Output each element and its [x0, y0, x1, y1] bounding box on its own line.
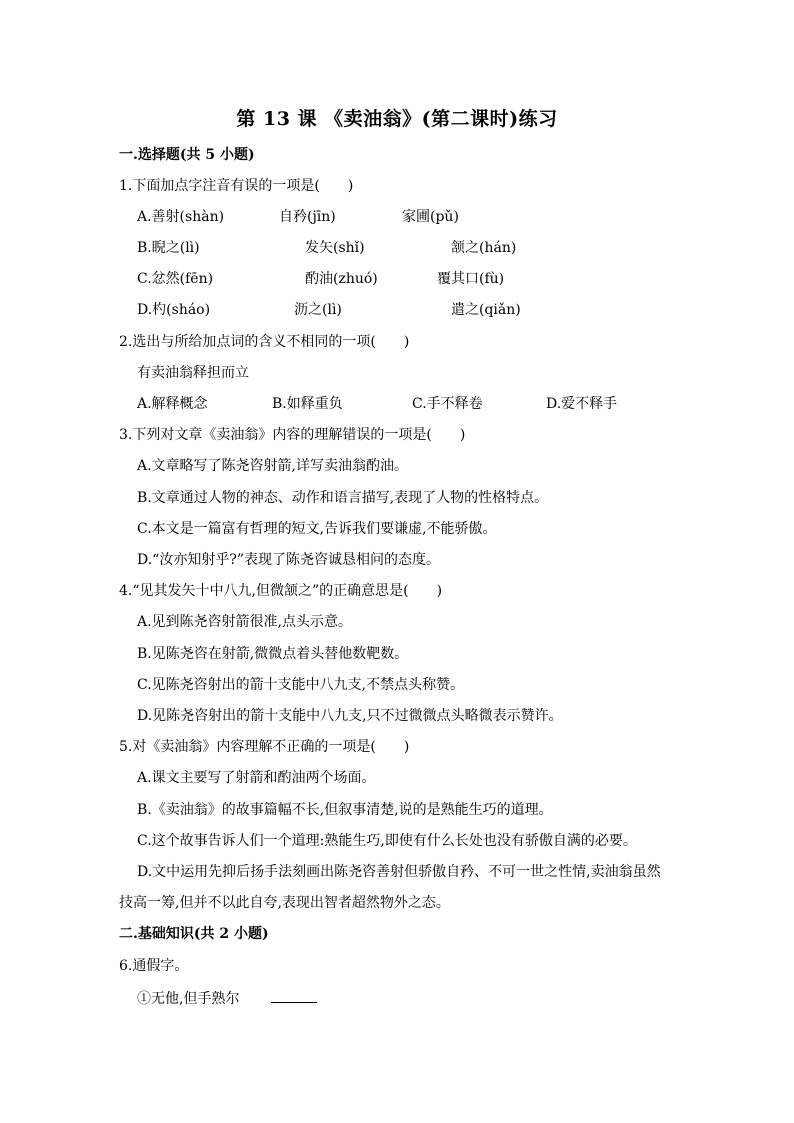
q3-option-a: A.文章略写了陈尧咨射箭,详写卖油翁酌油。 — [137, 458, 409, 474]
q1-option-d-2: 沥之(lì) — [294, 302, 342, 318]
q3-option-c: C.本文是一篇富有哲理的短文,告诉我们要谦虚,不能骄傲。 — [137, 521, 497, 537]
q6-item-1-text: ①无他,但手熟尔 — [137, 991, 240, 1007]
question-4-stem: 4.“见其发矢十中八九,但微颔之”的正确意思是( ) — [119, 583, 443, 599]
q1-option-c-1: C.忿然(fēn) — [137, 271, 214, 287]
q2-option-b: B.如释重负 — [272, 396, 343, 412]
q6-item-1 — [137, 988, 317, 1008]
q5-option-c: C.这个故事告诉人们一个道理:熟能生巧,即使有什么长处也没有骄傲自满的必要。 — [137, 833, 637, 849]
question-6-stem: 6.通假字。 — [119, 958, 189, 974]
q2-option-c: C.手不释卷 — [412, 396, 483, 412]
question-3-stem: 3.下列对文章《卖油翁》内容的理解错误的一项是( ) — [119, 427, 466, 443]
q2-sentence: 有卖油翁释担而立 — [137, 365, 249, 381]
q3-option-b: B.文章通过人物的神态、动作和语言描写,表现了人物的性格特点。 — [137, 490, 549, 506]
q4-option-d: D.见陈尧咨射出的箭十支能中八九支,只不过微微点头略微表示赞许。 — [137, 708, 563, 724]
page-title: 第 13 课 《卖油翁》(第二课时)练习 — [236, 108, 558, 130]
q5-option-d-continued: 技高一筹,但并不以此自夸,表现出智者超然物外之态。 — [119, 895, 450, 911]
q5-option-d: D.文中运用先抑后扬手法刻画出陈尧咨善射但骄傲自矜、不可一世之性情,卖油翁虽然 — [137, 864, 661, 880]
q2-option-d: D.爱不释手 — [546, 396, 618, 412]
q4-option-a: A.见到陈尧咨射箭很准,点头示意。 — [137, 614, 353, 630]
q4-option-b: B.见陈尧咨在射箭,微微点着头替他数靶数。 — [137, 646, 409, 662]
q1-option-c-3: 覆其口(fù) — [437, 271, 505, 287]
q3-option-d: D.“汝亦知射乎?”表现了陈尧咨诚恳相问的态度。 — [137, 552, 440, 568]
q5-option-b: B.《卖油翁》的故事篇幅不长,但叙事清楚,说的是熟能生巧的道理。 — [137, 802, 553, 818]
q4-option-c: C.见陈尧咨射出的箭十支能中八九支,不禁点头称赞。 — [137, 677, 465, 693]
q1-option-a-3: 家圃(pǔ) — [402, 209, 459, 225]
q1-option-d-3: 遣之(qiǎn) — [451, 302, 521, 318]
question-2-stem: 2.选出与所给加点词的含义不相同的一项( ) — [119, 334, 410, 350]
question-5-stem: 5.对《卖油翁》内容理解不正确的一项是( ) — [119, 739, 410, 755]
question-1-stem: 1.下面加点字注音有误的一项是( ) — [119, 178, 354, 194]
section-heading-basics: 二.基础知识(共 2 小题) — [119, 926, 269, 942]
answer-blank[interactable] — [271, 988, 317, 1003]
q5-option-a: A.课文主要写了射箭和酌油两个场面。 — [137, 770, 376, 786]
q1-option-a-2: 自矜(jīn) — [279, 209, 336, 225]
q1-option-d-1: D.杓(sháo) — [137, 302, 211, 318]
q2-option-a: A.解释概念 — [137, 396, 208, 412]
q1-option-b-3: 颔之(hán) — [451, 240, 517, 256]
q1-option-b-2: 发矢(shǐ) — [305, 240, 365, 256]
q1-option-c-2: 酌油(zhuó) — [305, 271, 378, 287]
q1-option-a-1: A.善射(shàn) — [137, 209, 225, 225]
section-heading-choice: 一.选择题(共 5 小题) — [119, 147, 255, 163]
q1-option-b-1: B.睨之(lì) — [137, 240, 200, 256]
